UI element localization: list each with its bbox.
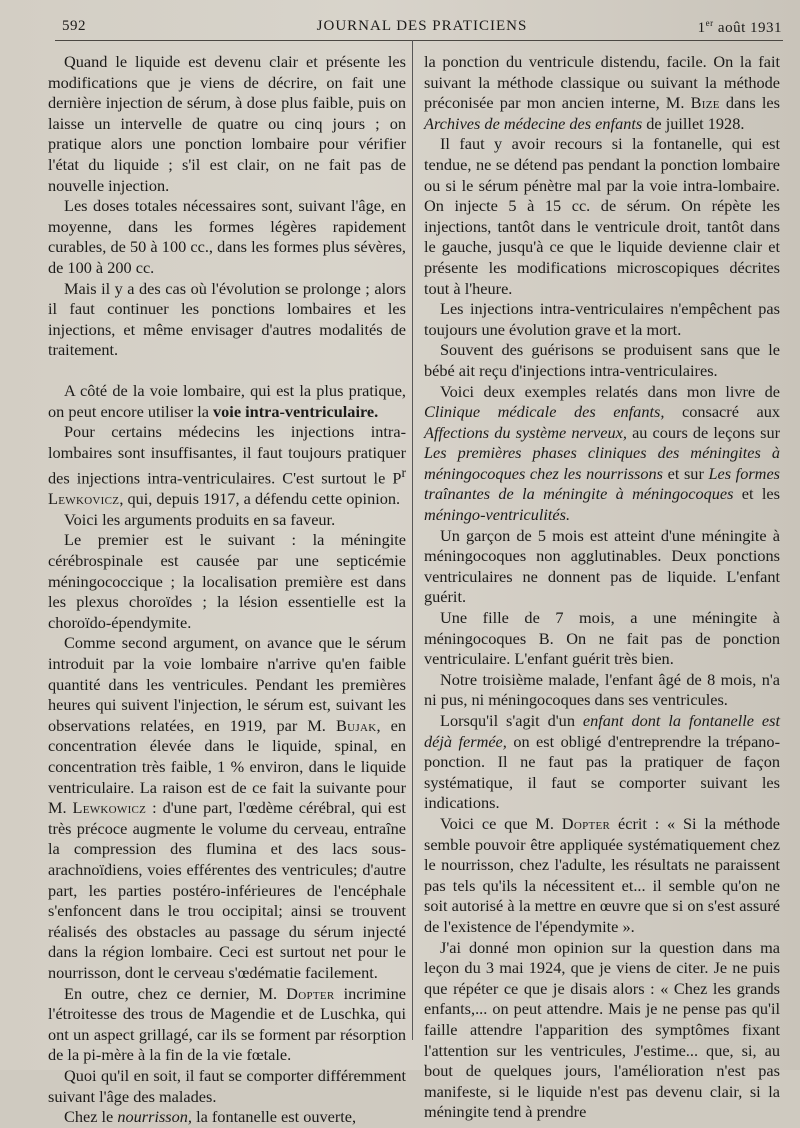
- paragraph: Voici les arguments produits en sa faveur.: [64, 509, 336, 529]
- paragraph: Voici deux exemples relatés dans mon livre de Clinique médicale des enfants, consacré aux Affections du système nerveux, au cours de leçons sur Les premières phases cliniques des méningites à méningocoques chez les nourrissons et sur Les formes traînantes de la méningite à méningocoques et les méningo-ventriculités.: [424, 381, 781, 525]
- bold-term: voie intra-ventriculaire.: [213, 401, 379, 421]
- paragraph: J'ai donné mon opinion sur la question dans ma leçon du 3 mai 1924, que je viens de citer. Je ne puis que répéter ce que je disais alors : « Chez les grands enfants,... on peut attendre. Mais je ne pense pas qu'il faille attendre l'apparition des symptômes fixant l'attention sur les ventricules, J'estime... que, si, au bout de quelques jours, l'amélioration n'est pas manifeste, si le liquide n'est pas devenu clair, si la méningite tend à prendre: [424, 937, 780, 1122]
- paragraph: Les doses totales nécessaires sont, suivant l'âge, en moyenne, dans les formes légères rapidement curables, de 50 à 100 cc., dans les formes plus sévères, de 100 à 200 cc.: [48, 196, 406, 277]
- paragraph: Voici ce que M. Dopter écrit : « Si la méthode semble pouvoir être appliquée systématiquement chez le nourrisson, chez l'adulte, les résultats ne paraissent pas tels qu'ils la nécessitent et... il semble qu'on ne soit autorisé à la mettre en œuvre que si on s'est assuré de l'existence de l'épendymite ».: [424, 813, 780, 936]
- author-name: Bujak: [335, 715, 377, 735]
- paragraph: Lorsqu'il s'agit d'un enfant dont la fontanelle est déjà fermée, on est obligé d'entreprendre la trépano-ponction. Il ne faut pas la pratiquer de façon systématique, il faut se comporter suivant les indications.: [424, 711, 781, 813]
- author-name: Lewkovicz: [48, 489, 120, 509]
- column-divider: [412, 40, 413, 1040]
- header-rule: [55, 40, 783, 41]
- page-number: 592: [62, 18, 86, 34]
- paragraph: A côté de la voie lombaire, qui est la plus pratique, on peut encore utiliser la voie intra-ventriculaire.: [48, 380, 406, 421]
- paragraph: Quoi qu'il en soit, il faut se comporter différemment suivant l'âge des malades.: [48, 1065, 406, 1106]
- paragraph: Un garçon de 5 mois est atteint d'une méningite à méningocoques non agglutinables. Deux ponctions ventriculaires ne donnent pas de liquide. L'enfant guérit.: [424, 525, 780, 607]
- paragraph: Souvent des guérisons se produisent sans que le bébé ait reçu d'injections intra-ventriculaires.: [424, 340, 780, 380]
- paragraph: Comme second argument, on avance que le sérum introduit par la voie lombaire n'arrive qu'en faible quantité dans les ventricules. Pendant les premières heures qui suivent l'injection, le sérum est, suivant les observations relatées, en 1919, par M. Bujak, en concentration élevée dans le liquide, spinal, en concentration très faible, 1 % environ, dans le liquide ventriculaire. La raison est de ce fait la suivante pour M. Lewkowicz : d'une part, l'œdème cérébral, qui est très précoce augmente le volume du cerveau, entraîne la compression des flumina et des lacs sous-arachnoïdiens, voies efférentes des ventricules; d'autre part, les parties postéro-inférieures de l'encéphale s'enfoncent dans le trou occipital; ainsi se trouvent réalisés des obstacles au passage du sérum injecté dans la région lombaire. Ceci est surtout net pour le nourrisson, dont le cerveau s'œdématie facilement.: [48, 633, 406, 982]
- paragraph: Il faut y avoir recours si la fontanelle, qui est tendue, ne se détend pas pendant la ponction lombaire ou si le sérum pénètre mal par la voie intra-lombaire. On injecte 5 à 15 cc. de sérum. On répète les injections, tantôt dans le ventricule droit, tantôt dans le gauche, jusqu'à ce que le liquide devienne clair et présente les modifications microscopiques décrites tout à l'heure.: [424, 134, 780, 298]
- section-gap: [48, 361, 406, 381]
- paragraph: En outre, chez ce dernier, M. Dopter incrimine l'étroitesse des trous de Magendie et de Luschka, qui ont un aspect grillagé, car ils se forment par résorption de la pi-mère à la fin de la vie fœtale.: [48, 983, 406, 1065]
- paragraph: Quand le liquide est devenu clair et présente les modifications que je viens de décrire, on fait une dernière injection de sérum, à dose plus faible, puis on laisse un intervelle de quatre ou cinq jours ; on pratique alors une ponction lombaire pour vérifier l'état du liquide ; s'il est clair, on ne fait pas de nouvelle injection.: [48, 52, 406, 195]
- paragraph: Mais il y a des cas où l'évolution se prolonge ; alors il faut continuer les ponctions lombaires et les injections, et même envisager d'autres modalités de traitement.: [48, 278, 406, 360]
- paragraph: la ponction du ventricule distendu, facile. On la fait suivant la méthode classique ou suivant la méthode préconisée par mon ancien interne, M. Bize dans les Archives de médecine des enfants de juillet 1928.: [424, 52, 780, 133]
- paragraph: Le premier est le suivant : la méningite cérébrospinale est causée par une septicémie méningococcique ; la localisation première est dans les plexus choroïdes ; la lésion essentielle est la choroïdo-épendymite.: [48, 530, 406, 632]
- page-header: [62, 14, 782, 40]
- issue-date: 1er août 1931: [697, 18, 782, 36]
- author-name: Dopter: [286, 983, 335, 1003]
- paragraph: Chez le nourrisson, la fontanelle est ouverte,: [64, 1107, 357, 1127]
- paragraph: Notre troisième malade, l'enfant âgé de 8 mois, n'a ni pus, ni méningocoques dans ses ventricules.: [424, 669, 780, 710]
- left-column: [48, 52, 406, 1128]
- journal-title: JOURNAL DES PRATICIENS: [316, 18, 528, 34]
- paragraph: Une fille de 7 mois, a une méningite à méningocoques B. On ne fait pas de ponction ventriculaire. L'enfant guérit très bien.: [424, 608, 780, 669]
- paragraph: Les injections intra-ventriculaires n'empêchent pas toujours une évolution grave et la mort.: [424, 299, 780, 339]
- right-column: [424, 52, 780, 1123]
- paragraph: Pour certains médecins les injections intra-lombaires sont insuffisantes, il faut toujours pratiquer des injections intra-ventriculaires. C'est surtout le $P^r$ Lewkovicz, qui, depuis 1917, a défendu cette opinion.: [48, 422, 406, 509]
- author-name: Dopter: [561, 813, 611, 833]
- author-name: Bize: [690, 93, 720, 113]
- author-name: Lewkowicz: [72, 798, 147, 818]
